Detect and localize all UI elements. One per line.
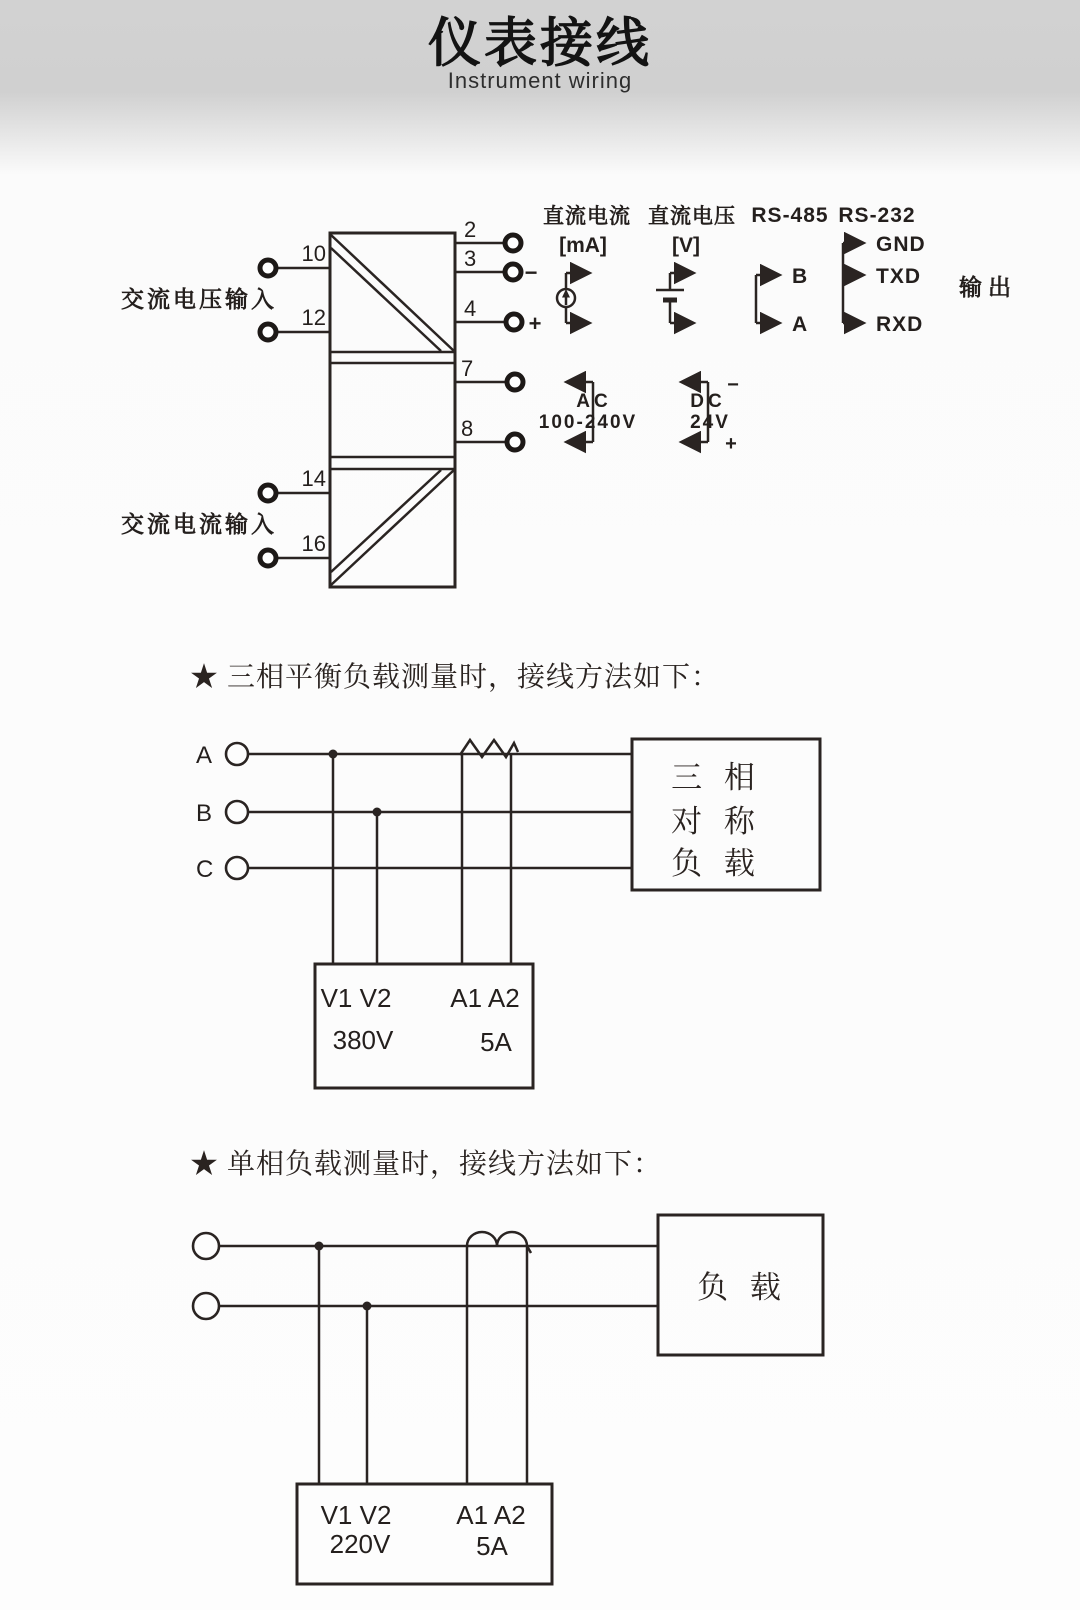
line-1-terminal [193,1233,219,1259]
rs232-output [838,204,925,336]
dc-power-range: 24V [690,412,730,433]
isolator-module [330,233,455,587]
dc-current-output [543,204,631,323]
three-phase-meter-box [315,964,533,1088]
terminal-8-label: 8 [461,416,474,441]
battery-icon [656,273,684,323]
rs232-pin-rxd: RXD [876,313,924,336]
dc-power-title: DC [690,391,726,412]
meter-voltage-rating: 380V [332,1025,394,1055]
load-text-line1: 三 相 [671,760,757,795]
module-outline [330,233,455,587]
load-text: 负 载 [697,1270,783,1305]
phase-a-terminal [226,743,248,765]
line-1 [193,1233,658,1259]
terminal-10-circle [260,260,276,276]
meter-leads [333,754,511,964]
meter-current-terminals: A1 A2 [450,983,520,1013]
dc-current-unit: [mA] [559,234,607,257]
dc-voltage-title: 直流电压 [648,205,736,228]
terminal-8-circle [507,434,523,450]
dc-current-title: 直流电流 [543,205,631,228]
phase-b-label: B [196,800,213,827]
terminal-2-label: 2 [464,217,477,242]
ac-power-supply [539,382,637,442]
single-phase-diagram [190,1148,823,1584]
dc-power-plus-sign: + [725,433,737,455]
terminal-4-circle [506,314,522,330]
ac-current-input-terminals [121,466,330,566]
rs485-pin-a: A [792,313,809,336]
single-phase-meter-box [297,1484,552,1584]
terminal-16-label: 16 [301,531,326,556]
terminal-12-circle [260,324,276,340]
load-text-line3: 负 载 [671,846,757,881]
meter-current-rating: 5A [476,1531,508,1561]
rs232-pin-gnd: GND [876,233,926,256]
terminal-2-circle [505,235,521,251]
terminal-4-plus-sign: + [528,311,542,336]
ac-voltage-input-terminals [121,241,330,340]
terminal-10-label: 10 [301,241,326,266]
meter-leads [319,1246,527,1484]
load-text-line2: 对 称 [671,804,757,839]
page-title: 仪表接线 [428,14,652,73]
terminal-14-circle [260,485,276,501]
line-2-terminal [193,1293,219,1319]
dc-voltage-output [648,204,736,323]
phase-c-terminal [226,857,248,879]
rs232-pin-txd: TXD [876,265,921,288]
ac-power-range: 100-240V [538,412,638,433]
phase-a-line [196,742,632,769]
rs485-title: RS-485 [751,204,829,227]
meter-voltage-terminals: V1 V2 [320,983,392,1013]
current-transformer-icon [467,1232,531,1253]
three-phase-diagram [190,661,820,1088]
single-phase-heading: ★ 单相负载测量时，接线方法如下： [190,1149,663,1180]
three-phase-load-box [632,739,820,890]
terminal-14-label: 14 [301,466,326,491]
meter-voltage-terminals: V1 V2 [320,1500,392,1530]
phase-a-label: A [196,742,213,769]
phase-b-terminal [226,801,248,823]
module-diagram [121,204,1017,587]
dc-voltage-unit: [V] [672,234,700,257]
terminal-7-label: 7 [461,356,474,381]
line-2 [193,1293,658,1319]
terminal-4-label: 4 [464,296,477,321]
ac-voltage-input-label: 交流电压输入 [121,286,277,312]
ac-power-title: AC [576,391,612,412]
page-subtitle: Instrument wiring [447,67,633,93]
meter-current-terminals: A1 A2 [456,1500,526,1530]
rs485-pin-b: B [792,265,809,288]
isolation-diagonal-top [331,235,454,351]
phase-b-line [196,800,632,827]
dc-power-minus-sign: − [727,374,739,396]
output-section-label: 输出 [959,274,1017,300]
dc-power-supply [683,374,739,455]
terminal-7-circle [507,374,523,390]
meter-voltage-rating: 220V [329,1529,391,1559]
terminal-3-label: 3 [464,246,477,271]
isolation-diagonal-bottom [331,470,454,585]
phase-c-line [196,856,632,883]
phase-c-label: C [196,856,214,883]
ac-current-input-label: 交流电流输入 [121,511,277,537]
rs485-output [751,204,828,336]
terminal-16-circle [260,550,276,566]
terminal-12-label: 12 [301,305,326,330]
rs232-title: RS-232 [838,204,916,227]
output-terminals [455,217,541,450]
meter-current-rating: 5A [480,1027,512,1057]
terminal-3-minus-sign: − [524,260,538,285]
three-phase-heading: ★ 三相平衡负载测量时，接线方法如下： [190,662,721,693]
terminal-3-circle [505,264,521,280]
single-phase-load-box [658,1215,823,1355]
